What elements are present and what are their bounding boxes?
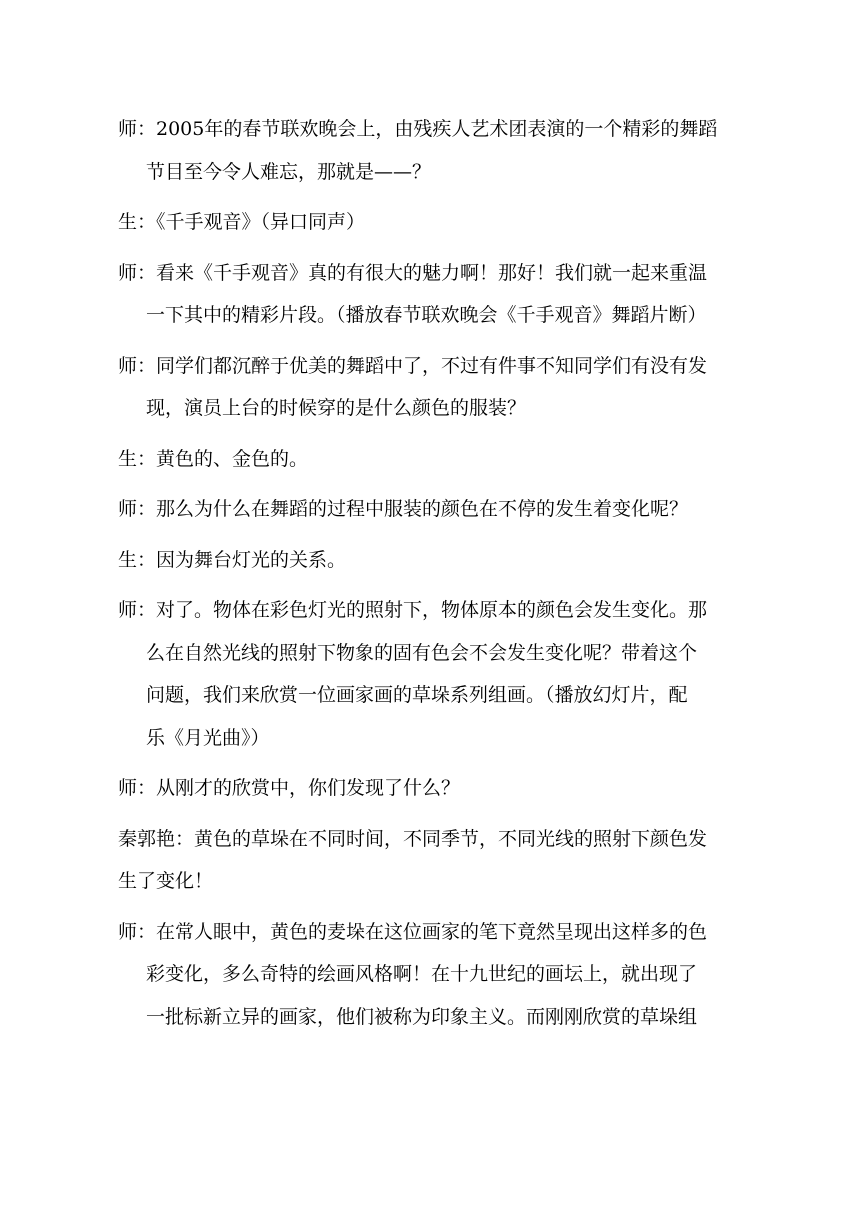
text-line: 生：因为舞台灯光的关系。	[118, 548, 347, 571]
dialogue-paragraph	[118, 818, 746, 903]
dialogue-paragraph	[118, 539, 746, 582]
text-line: 一下其中的精彩片段。（播放春节联欢晚会《千手观音》舞蹈片断）	[146, 304, 707, 326]
text-line: 么在自然光线的照射下物象的固有色会不会发生变化呢？带着这个	[146, 641, 698, 664]
text-line: 节目至今令人难忘，那就是——？	[146, 160, 432, 183]
text-line: 秦郭艳：黄色的草垛在不同时间，不同季节，不同光线的照射下颜色发	[118, 827, 708, 850]
dialogue-paragraph	[118, 589, 746, 759]
text-line: 师：看来《千手观音》真的有很大的魅力啊！那好！我们就一起来重温	[118, 261, 708, 284]
text-line: 现，演员上台的时候穿的是什么颜色的服装？	[146, 397, 527, 419]
document-body	[118, 108, 746, 1038]
text-line: 师：同学们都沉醉于优美的舞蹈中了，不过有件事不知同学们有没有发	[118, 354, 708, 377]
text-line: 师：从刚才的欣赏中，你们发现了什么？	[118, 777, 461, 799]
text-line: 师：在常人眼中，黄色的麦垛在这位画家的笔下竟然呈现出这样多的色	[118, 920, 708, 943]
dialogue-paragraph	[118, 438, 746, 481]
dialogue-paragraph	[118, 767, 746, 810]
text-line: 师：那么为什么在舞蹈的过程中服装的颜色在不停的发生着变化呢？	[118, 498, 689, 520]
text-line: 生了变化！	[118, 870, 214, 892]
text-line: 乐《月光曲》）	[146, 726, 270, 749]
dialogue-paragraph	[118, 108, 746, 193]
text-line: 生：《千手观音》（异口同声）	[118, 211, 366, 233]
dialogue-paragraph	[118, 345, 746, 430]
text-line: 师：2005年的春节联欢晚会上，由残疾人艺术团表演的一个精彩的舞蹈	[118, 118, 718, 140]
dialogue-paragraph	[118, 488, 746, 531]
text-line: 生：黄色的、金色的。	[118, 447, 309, 470]
dialogue-paragraph	[118, 252, 746, 337]
text-line: 彩变化，多么奇特的绘画风格啊！在十九世纪的画坛上，就出现了	[146, 963, 698, 985]
text-line: 师：对了。物体在彩色灯光的照射下，物体原本的颜色会发生变化。那	[118, 599, 708, 621]
text-line: 一批标新立异的画家，他们被称为印象主义。而刚刚欣赏的草垛组	[146, 1005, 698, 1028]
dialogue-paragraph	[118, 201, 746, 244]
dialogue-paragraph	[118, 911, 746, 1039]
text-line: 问题，我们来欣赏一位画家画的草垛系列组画。（播放幻灯片，配	[146, 684, 688, 706]
